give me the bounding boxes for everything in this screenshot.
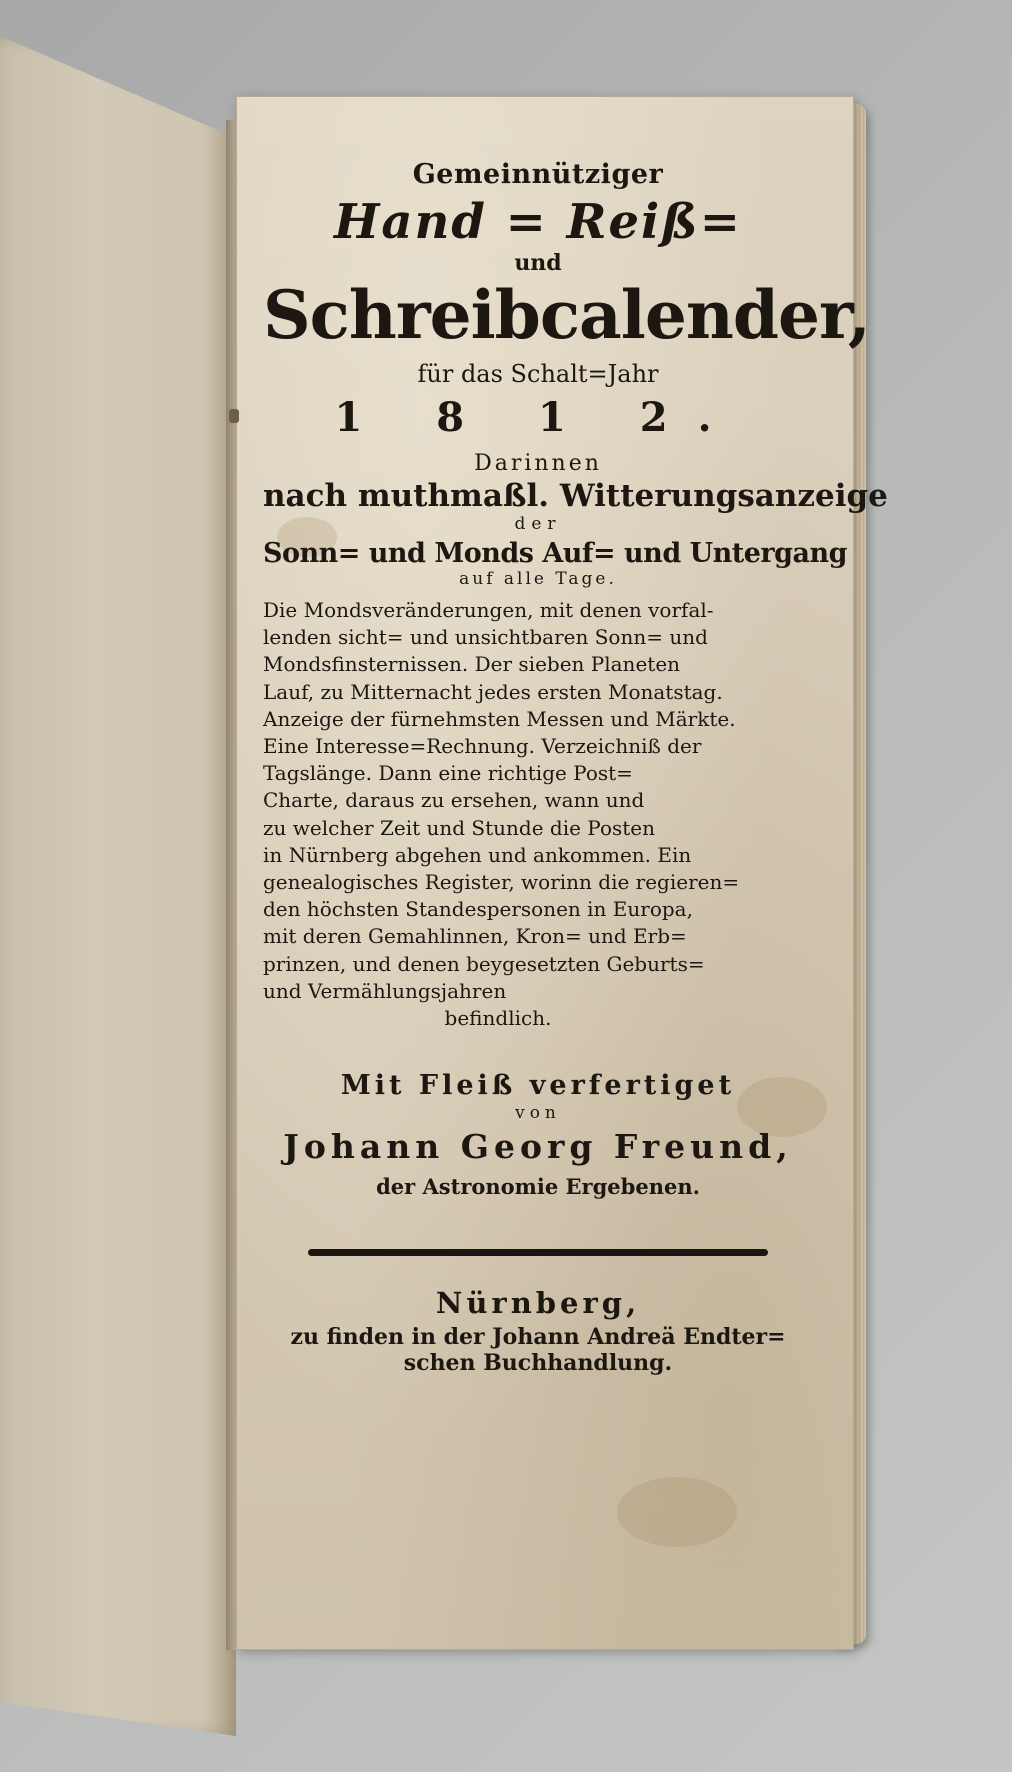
divider-rule: [308, 1249, 768, 1256]
contents-line: Eine Interesse=Rechnung. Verzeichniß der: [263, 734, 702, 759]
contents-line: Mondsfinsternissen. Der sieben Planeten: [263, 652, 681, 677]
title-schaltjahr: für das Schalt=Jahr: [417, 360, 659, 388]
title-page: [236, 96, 888, 1650]
contents-line: prinzen, und denen beygesetzten Geburts=: [263, 951, 705, 976]
contents-line: Anzeige der fürnehmsten Messen und Märkte.: [263, 706, 736, 731]
author-description: der Astronomie Ergebenen.: [376, 1174, 700, 1200]
contents-line: und Vermählungsjahren: [263, 978, 507, 1003]
title-year: 1 8 1 2.: [334, 394, 742, 441]
contents-line: mit deren Gemahlinnen, Kron= und Erb=: [263, 924, 687, 949]
subtitle-gemeinnuetziger: Gemeinnütziger: [412, 159, 664, 190]
paper-stain: [617, 1477, 737, 1547]
mit-fleiss-verfertiget: Mit Fleiß verfertiget: [340, 1070, 736, 1102]
title-und: und: [514, 250, 562, 276]
contents-line: in Nürnberg abgehen und ankommen. Ein: [263, 842, 692, 867]
von-label: von: [515, 1103, 561, 1124]
heading-sonn-monds: Sonn= und Monds Auf= und Untergang: [263, 538, 848, 569]
author-name: Johann Georg Freund,: [283, 1127, 793, 1167]
contents-line: Tagslänge. Dann eine richtige Post=: [263, 761, 633, 786]
heading-der: der: [514, 514, 562, 534]
contents-line: lenden sicht= und unsichtbaren Sonn= und: [263, 625, 708, 650]
contents-line: Lauf, zu Mitternacht jedes ersten Monatstag.: [263, 679, 723, 704]
contents-line: den höchsten Standespersonen in Europa,: [263, 897, 693, 922]
imprint-publisher-line-2: schen Buchhandlung.: [403, 1350, 673, 1377]
title-page-text: [263, 137, 888, 1377]
heading-darinnen: Darinnen: [474, 451, 602, 476]
contents-line: Charte, daraus zu ersehen, wann und: [263, 788, 645, 813]
contents-line: zu welcher Zeit und Stunde die Posten: [263, 815, 656, 840]
imprint-place: Nürnberg,: [435, 1286, 641, 1321]
heading-witterung: nach muthmaßl. Witterungsanzeige: [263, 478, 888, 514]
contents-line: genealogisches Register, worinn die regieren=: [263, 870, 740, 895]
contents-line: befindlich.: [444, 1006, 552, 1031]
contents-line: Die Mondsveränderungen, mit denen vorfal-: [263, 598, 714, 622]
title-schreibcalender: Schreibcalender,: [263, 276, 870, 354]
heading-auf-alle-tage: auf alle Tage.: [459, 569, 617, 589]
contents-paragraph: [263, 597, 813, 1032]
title-hand-reiss: Hand = Reiß=: [334, 194, 742, 250]
left-page: [0, 36, 236, 1736]
imprint-publisher-line-1: zu finden in der Johann Andreä Endter=: [290, 1324, 786, 1351]
binding-mark: [229, 409, 239, 423]
